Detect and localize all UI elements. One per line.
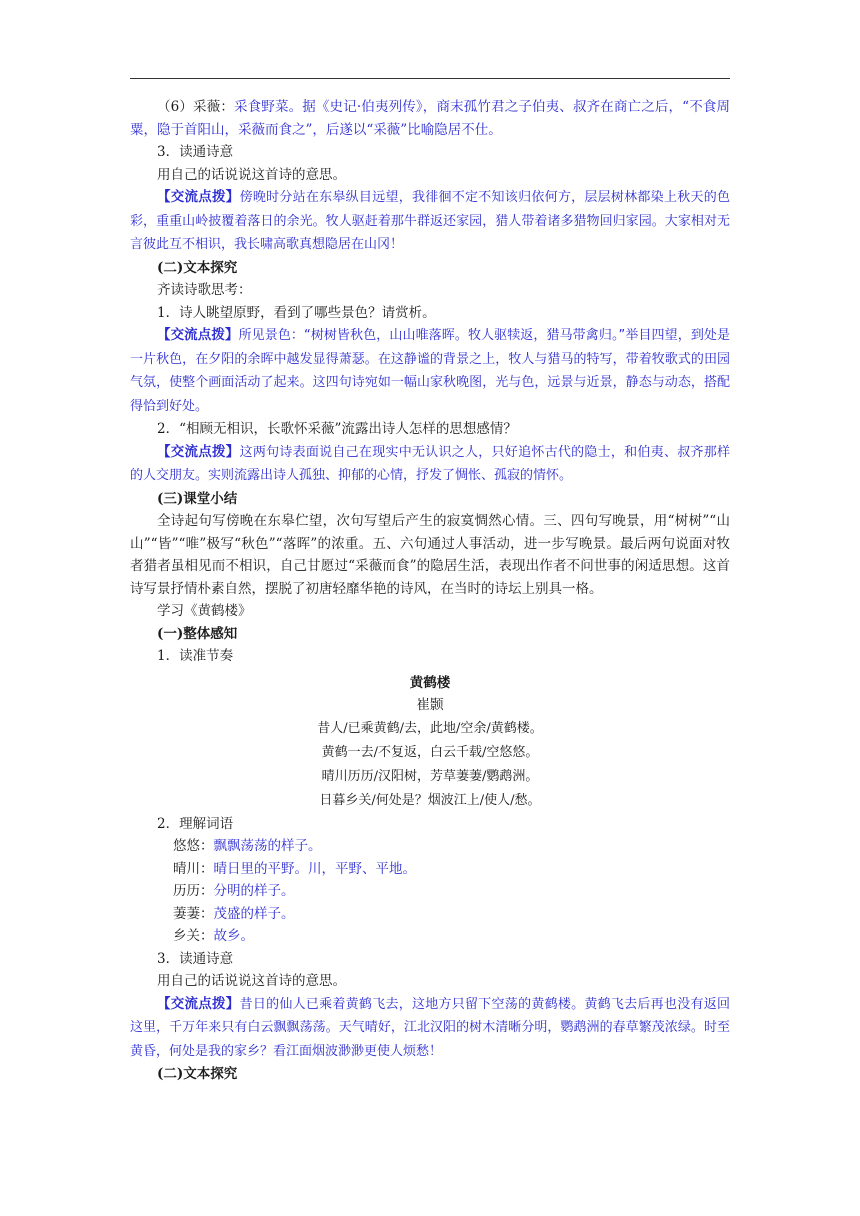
poem-line: 晴川历历/汉阳树，芳草萋萋/鹦鹉洲。 [321,768,539,784]
read-tip-1 [130,186,730,257]
explore-heading-1: (二)文本探究 [157,259,238,276]
study-title: 学习《黄鹤楼》 [157,603,252,619]
tip-label: 【交流点拨】 [157,995,240,1012]
word-item [130,858,730,881]
words-heading: 2．理解词语 [157,815,234,832]
rhythm-heading: 1．读准节奏 [157,648,234,664]
word-term: 乡关： [173,928,214,944]
read-prompt-2: 用自己的话说说这首诗的意思。 [157,973,346,989]
tip-text: 傍晚时分站在东皋纵目远望，我徘徊不定不知该归依何方，层层树林都染上秋天的色彩，重重山岭披覆着落日的余光。牧人驱赶着那牛群返还家园，猎人带着诸多猎物回归家园。大家相对无言彼此互不相识，我长啸高歌真想隐居在山冈！ [130,190,730,252]
note-6 [130,96,730,141]
word-item [130,880,730,903]
explore-intro: 齐读诗歌思考： [157,282,252,298]
document-page [130,96,730,1086]
read-prompt-1: 用自己的话说说这首诗的意思。 [157,166,346,183]
poem-title: 黄鹤楼 [409,674,451,691]
summary-text: 全诗起句写傍晚在东皋伫望，次句写望后产生的寂寞惆然心情。三、四句写晚景，用“树树”“山山”“皆”“唯”极写“秋色”“落晖”的浓重。五、六句通过人事活动，进一步写晚景。最后两句说面对牧者猎者虽相见而不相识，自己甘愿过“采薇而食”的隐居生活，表现出作者不问世事的闲适思想。这首诗写景抒情朴素自然，摆脱了初唐轻靡华艳的诗风，在当时的诗坛上别具一格。 [130,513,730,597]
read-heading-2: 3．读通诗意 [157,950,234,967]
word-meaning: 分明的样子。 [213,883,295,899]
word-term: 悠悠： [173,838,214,854]
read-heading-1: 3．读通诗意 [157,144,234,160]
tip-label: 【交流点拨】 [157,327,239,343]
overview-heading: (一)整体感知 [157,625,238,642]
word-meaning: 飘飘荡荡的样子。 [213,838,322,854]
explore-heading-2: (二)文本探究 [157,1066,238,1082]
word-meaning: 晴日里的平野。川，平野、平地。 [213,860,416,877]
word-term: 萋萋： [173,905,214,922]
note-6-label: （6）采薇： [157,99,234,115]
question-2: 2．“相顾无相识，长歌怀采薇”流露出诗人怎样的思想感情？ [157,421,517,437]
poem-line: 日暮乡关/何处是？烟波江上/使人/愁。 [319,792,541,808]
poem-line: 黄鹤一去/不复返，白云千载/空悠悠。 [321,744,539,760]
tip-label: 【交流点拨】 [157,443,240,460]
tip-text: 所见景色：“树树皆秋色，山山唯落晖。牧人驱犊返，猎马带禽归。”举目四望，到处是一片秋色，在夕阳的余晖中越发显得萧瑟。在这静谧的背景之上，牧人与猎马的特写，带着牧歌式的田园气氛，使整个画面活动了起来。这四句诗宛如一幅山家秋晚图，光与色，远景与近景，静态与动态，搭配得恰到好处。 [130,328,731,414]
summary-heading: (三)课堂小结 [157,490,238,507]
read-tip-2 [130,993,730,1064]
question-1: 1．诗人眺望原野，看到了哪些景色？请赏析。 [157,304,436,321]
question-2-tip [130,441,730,488]
poem-author: 崔颢 [416,697,444,713]
word-meaning: 故乡。 [213,928,254,944]
tip-text: 昔日的仙人已乘着黄鹤飞去，这地方只留下空荡的黄鹤楼。黄鹤飞去后再也没有返回这里，千万年来只有白云飘飘荡荡。天气晴好，江北汉阳的树木清晰分明，鹦鹉洲的春草繁茂浓绿。时至黄昏，何处是我的家乡？看江面烟波渺渺更使人烦愁！ [130,996,730,1059]
tip-label: 【交流点拨】 [157,189,240,205]
poem-line: 昔人/已乘黄鹤/去，此地/空余/黄鹤楼。 [317,720,543,736]
word-item [130,835,730,858]
word-term: 晴川： [173,860,214,877]
tip-text: 这两句诗表面说自己在现实中无认识之人，只好追怀古代的隐士，和伯夷、叔齐那样的人交朋友。实则流露出诗人孤独、抑郁的心情，抒发了惆怅、孤寂的情怀。 [130,444,730,483]
word-meaning: 茂盛的样子。 [213,905,295,922]
header-rule [130,78,730,79]
word-item [130,903,730,926]
word-item [130,925,730,948]
word-term: 历历： [173,883,214,899]
question-1-tip [130,324,730,418]
note-6-text: 采食野菜。据《史记·伯夷列传》，商末孤竹君之子伯夷、叔齐在商亡之后，“不食周粟，隐于首阳山，采薇而食之”，后遂以“采薇”比喻隐居不仕。 [130,99,730,138]
